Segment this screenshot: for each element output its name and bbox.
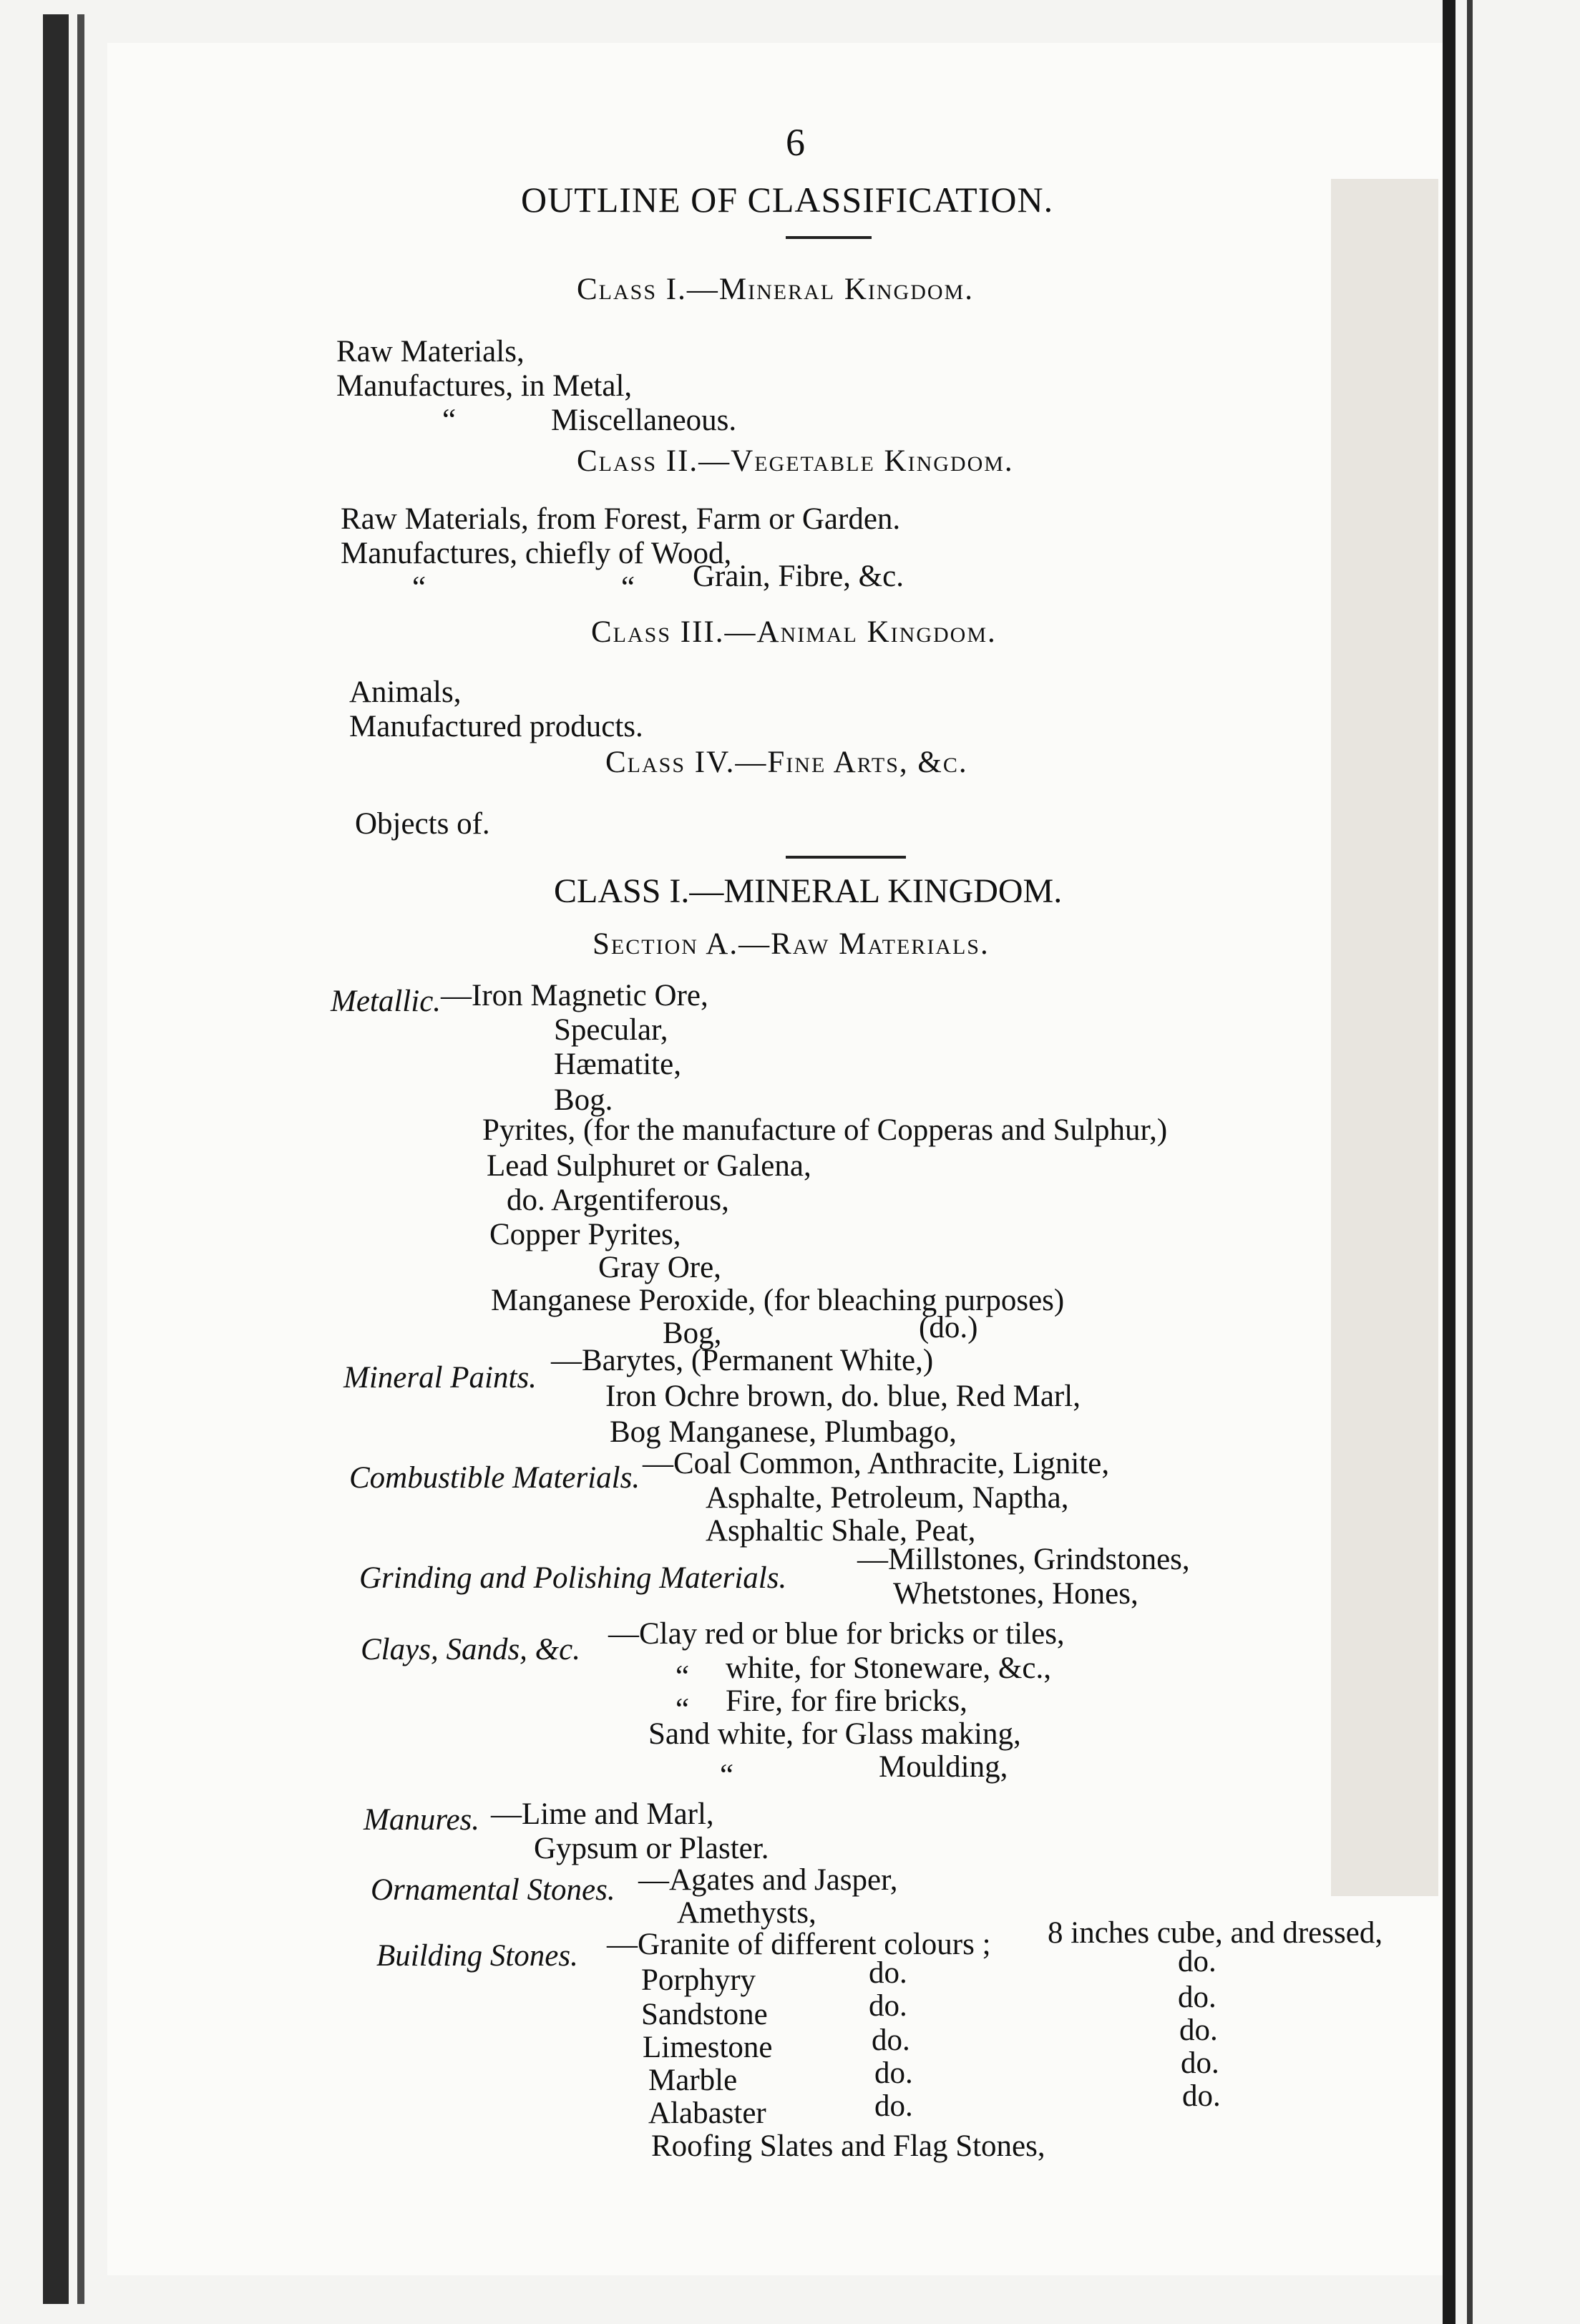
building-row-ditto: do.: [869, 1956, 907, 1990]
building-row-ditto: do.: [1178, 1945, 1216, 1978]
building-row-ditto: do.: [872, 2023, 910, 2057]
metallic-item: Gray Ore,: [598, 1251, 721, 1284]
building-row-name: Sandstone: [641, 1998, 768, 2031]
building-row-name: Marble: [648, 2064, 738, 2097]
class1-line3: Miscellaneous.: [551, 404, 737, 437]
class4-heading: Class IV.—Fine Arts, &c.: [605, 746, 968, 779]
clays-ditto: “: [676, 1660, 690, 1694]
ornamental-item: Amethysts,: [677, 1896, 816, 1930]
building-row-ditto: do.: [1178, 1981, 1216, 2014]
class2-line2: Manufactures, chiefly of Wood,: [341, 537, 732, 570]
ornamental-label: Ornamental Stones.: [371, 1873, 615, 1907]
grinding-item: Whetstones, Hones,: [893, 1577, 1138, 1611]
class2-ditto2: “: [621, 571, 635, 605]
clays-label: Clays, Sands, &c.: [361, 1633, 580, 1666]
building-first: —Granite of different colours ;: [607, 1928, 991, 1961]
combustible-item: Asphaltic Shale, Peat,: [706, 1514, 976, 1548]
combustible-label: Combustible Materials.: [349, 1461, 640, 1495]
page-title: OUTLINE OF CLASSIFICATION.: [521, 180, 1054, 220]
class2-ditto1: “: [412, 571, 426, 605]
clays-item: white, for Stoneware, &c.,: [726, 1651, 1051, 1685]
building-row-ditto: do.: [1182, 2079, 1221, 2113]
class3-line1: Animals,: [349, 675, 462, 709]
metallic-label: Metallic.: [331, 985, 442, 1018]
metallic-item: Hæmatite,: [554, 1048, 681, 1081]
building-row-ditto: do.: [869, 1989, 907, 2023]
paints-item: —Barytes, (Permanent White,): [551, 1344, 934, 1377]
class1-line2: Manufactures, in Metal,: [336, 369, 633, 403]
paints-item: Iron Ochre brown, do. blue, Red Marl,: [605, 1380, 1081, 1413]
manures-item: Gypsum or Plaster.: [534, 1832, 769, 1865]
paints-item: Bog Manganese, Plumbago,: [610, 1415, 957, 1449]
page-number: 6: [786, 121, 805, 164]
building-row-name: Alabaster: [648, 2096, 766, 2130]
paints-label: Mineral Paints.: [343, 1361, 537, 1395]
building-row-name: Porphyry: [641, 1963, 756, 1997]
class3-line2: Manufactured products.: [349, 710, 643, 743]
metallic-item: Manganese Peroxide, (for bleaching purposes): [491, 1284, 1065, 1317]
binding-edge-left: [43, 14, 69, 2304]
clays-item: —Clay red or blue for bricks or tiles,: [608, 1617, 1065, 1651]
class2-heading: Class II.—Vegetable Kingdom.: [577, 444, 1014, 478]
detail-class-heading: CLASS I.—MINERAL KINGDOM.: [554, 872, 1063, 910]
clays-item: Fire, for fire bricks,: [726, 1684, 967, 1718]
title-rule: [786, 236, 872, 239]
detail-section-heading: Section A.—Raw Materials.: [592, 927, 990, 961]
building-row-name: Limestone: [643, 2031, 773, 2064]
metallic-item: Lead Sulphuret or Galena,: [487, 1149, 811, 1183]
building-first-size: 8 inches cube, and dressed,: [1048, 1916, 1383, 1950]
metallic-item: —Iron Magnetic Ore,: [441, 979, 708, 1012]
grinding-label: Grinding and Polishing Materials.: [359, 1561, 787, 1595]
building-row-ditto: do.: [1179, 2013, 1218, 2047]
building-row-ditto: do.: [874, 2056, 913, 2090]
clays-ditto: “: [676, 1693, 690, 1727]
metallic-item: Bog,: [663, 1317, 722, 1350]
building-row-ditto: do.: [874, 2089, 913, 2123]
clays-item: Sand white, for Glass making,: [648, 1717, 1021, 1751]
class1-line1: Raw Materials,: [336, 335, 525, 368]
clays-ditto: “: [720, 1759, 734, 1792]
metallic-item: Specular,: [554, 1013, 668, 1047]
clays-item: Moulding,: [879, 1750, 1008, 1784]
metallic-item: Bog.: [554, 1083, 613, 1117]
building-row-ditto: do.: [1181, 2046, 1219, 2080]
building-label: Building Stones.: [376, 1939, 578, 1973]
class2-line3: Grain, Fibre, &c.: [693, 560, 904, 593]
class2-line1: Raw Materials, from Forest, Farm or Garden.: [341, 502, 901, 536]
combustible-item: —Coal Common, Anthracite, Lignite,: [643, 1447, 1110, 1480]
grinding-item: —Millstones, Grindstones,: [857, 1543, 1190, 1576]
metallic-item: Pyrites, (for the manufacture of Copperas and Sulphur,): [482, 1113, 1168, 1147]
page-edge-right: [1443, 0, 1455, 2324]
metallic-item: (do.): [919, 1311, 978, 1344]
class1-heading: Class I.—Mineral Kingdom.: [577, 273, 974, 306]
class4-line1: Objects of.: [355, 807, 490, 841]
page-damage: [1331, 179, 1438, 1896]
page-edge-right-2: [1467, 0, 1473, 2324]
manures-label: Manures.: [364, 1803, 480, 1837]
manures-item: —Lime and Marl,: [491, 1797, 714, 1831]
class3-heading: Class III.—Animal Kingdom.: [591, 615, 997, 649]
metallic-item: Copper Pyrites,: [489, 1218, 681, 1251]
metallic-item: do. Argentiferous,: [507, 1183, 729, 1217]
ornamental-item: —Agates and Jasper,: [638, 1863, 898, 1897]
building-last: Roofing Slates and Flag Stones,: [651, 2129, 1045, 2163]
combustible-item: Asphalte, Petroleum, Naptha,: [706, 1481, 1069, 1515]
binding-edge-inner: [77, 14, 84, 2304]
class1-ditto: “: [442, 404, 457, 437]
section-rule: [786, 856, 906, 859]
